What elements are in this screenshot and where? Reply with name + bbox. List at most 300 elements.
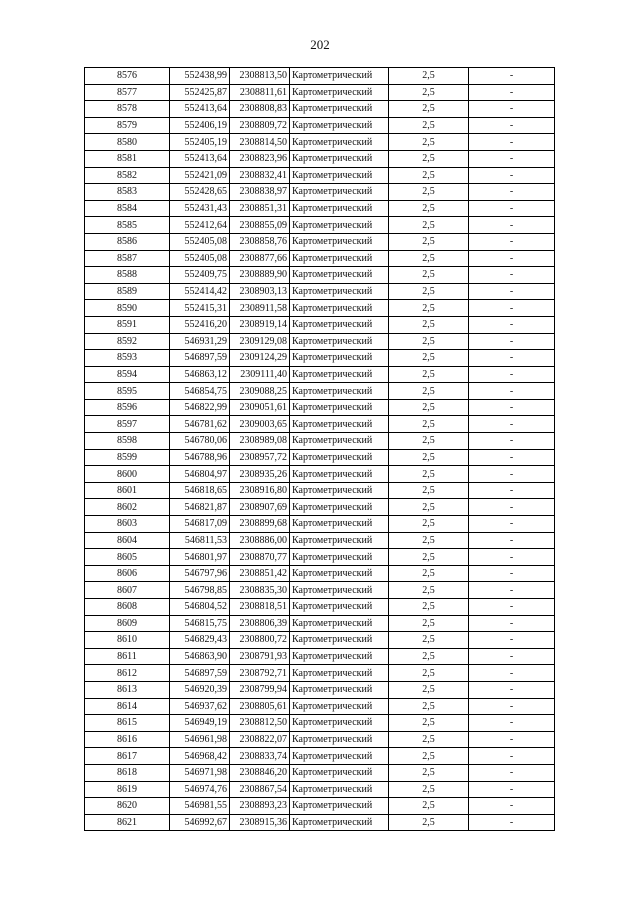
point-number-cell: 8601 (85, 482, 170, 499)
x-coordinate-cell: 546801,97 (170, 549, 230, 566)
x-coordinate-cell: 546974,76 (170, 781, 230, 798)
accuracy-cell: 2,5 (389, 250, 469, 267)
accuracy-cell: 2,5 (389, 516, 469, 533)
point-number-cell: 8594 (85, 366, 170, 383)
point-number-cell: 8615 (85, 715, 170, 732)
accuracy-cell: 2,5 (389, 698, 469, 715)
method-cell: Картометрический (290, 366, 389, 383)
table-row (85, 350, 555, 367)
table-row (85, 599, 555, 616)
y-coordinate-cell: 2308877,66 (230, 250, 290, 267)
description-cell: - (469, 781, 555, 798)
method-cell: Картометрический (290, 499, 389, 516)
table-row (85, 233, 555, 250)
accuracy-cell: 2,5 (389, 101, 469, 118)
x-coordinate-cell: 546829,43 (170, 632, 230, 649)
method-cell: Картометрический (290, 665, 389, 682)
point-number-cell: 8607 (85, 582, 170, 599)
x-coordinate-cell: 552415,31 (170, 300, 230, 317)
table-row (85, 316, 555, 333)
accuracy-cell: 2,5 (389, 482, 469, 499)
table-row (85, 748, 555, 765)
x-coordinate-cell: 546971,98 (170, 764, 230, 781)
y-coordinate-cell: 2308832,41 (230, 167, 290, 184)
description-cell: - (469, 449, 555, 466)
accuracy-cell: 2,5 (389, 748, 469, 765)
method-cell: Картометрический (290, 582, 389, 599)
table-row (85, 150, 555, 167)
description-cell: - (469, 549, 555, 566)
x-coordinate-cell: 552414,42 (170, 283, 230, 300)
x-coordinate-cell: 552416,20 (170, 316, 230, 333)
x-coordinate-cell: 546931,29 (170, 333, 230, 350)
description-cell: - (469, 399, 555, 416)
method-cell: Картометрический (290, 565, 389, 582)
x-coordinate-cell: 552425,87 (170, 84, 230, 101)
y-coordinate-cell: 2308818,51 (230, 599, 290, 616)
x-coordinate-cell: 546822,99 (170, 399, 230, 416)
x-coordinate-cell: 552438,99 (170, 68, 230, 85)
method-cell: Картометрический (290, 798, 389, 815)
accuracy-cell: 2,5 (389, 150, 469, 167)
description-cell: - (469, 383, 555, 400)
point-number-cell: 8587 (85, 250, 170, 267)
accuracy-cell: 2,5 (389, 316, 469, 333)
y-coordinate-cell: 2308886,00 (230, 532, 290, 549)
accuracy-cell: 2,5 (389, 333, 469, 350)
method-cell: Картометрический (290, 84, 389, 101)
table-row (85, 499, 555, 516)
x-coordinate-cell: 552405,08 (170, 233, 230, 250)
method-cell: Картометрический (290, 532, 389, 549)
description-cell: - (469, 350, 555, 367)
point-number-cell: 8611 (85, 648, 170, 665)
point-number-cell: 8581 (85, 150, 170, 167)
accuracy-cell: 2,5 (389, 84, 469, 101)
table-row (85, 217, 555, 234)
accuracy-cell: 2,5 (389, 715, 469, 732)
y-coordinate-cell: 2308989,08 (230, 433, 290, 450)
point-number-cell: 8606 (85, 565, 170, 582)
x-coordinate-cell: 552413,64 (170, 150, 230, 167)
table-row (85, 366, 555, 383)
description-cell: - (469, 516, 555, 533)
table-row (85, 532, 555, 549)
table-row (85, 117, 555, 134)
method-cell: Картометрический (290, 267, 389, 284)
coordinates-table-body (85, 68, 555, 831)
method-cell: Картометрический (290, 549, 389, 566)
description-cell: - (469, 150, 555, 167)
y-coordinate-cell: 2308851,31 (230, 200, 290, 217)
description-cell: - (469, 681, 555, 698)
description-cell: - (469, 632, 555, 649)
table-row (85, 698, 555, 715)
table-row (85, 333, 555, 350)
point-number-cell: 8585 (85, 217, 170, 234)
y-coordinate-cell: 2308870,77 (230, 549, 290, 566)
x-coordinate-cell: 552428,65 (170, 184, 230, 201)
table-row (85, 681, 555, 698)
accuracy-cell: 2,5 (389, 731, 469, 748)
description-cell: - (469, 532, 555, 549)
description-cell: - (469, 599, 555, 616)
method-cell: Картометрический (290, 200, 389, 217)
method-cell: Картометрический (290, 134, 389, 151)
y-coordinate-cell: 2308889,90 (230, 267, 290, 284)
description-cell: - (469, 648, 555, 665)
description-cell: - (469, 665, 555, 682)
method-cell: Картометрический (290, 715, 389, 732)
x-coordinate-cell: 546863,90 (170, 648, 230, 665)
method-cell: Картометрический (290, 383, 389, 400)
method-cell: Картометрический (290, 632, 389, 649)
point-number-cell: 8604 (85, 532, 170, 549)
x-coordinate-cell: 546937,62 (170, 698, 230, 715)
y-coordinate-cell: 2308835,30 (230, 582, 290, 599)
table-row (85, 632, 555, 649)
table-row (85, 399, 555, 416)
description-cell: - (469, 300, 555, 317)
method-cell: Картометрический (290, 217, 389, 234)
point-number-cell: 8592 (85, 333, 170, 350)
x-coordinate-cell: 546781,62 (170, 416, 230, 433)
accuracy-cell: 2,5 (389, 68, 469, 85)
y-coordinate-cell: 2308838,97 (230, 184, 290, 201)
method-cell: Картометрический (290, 101, 389, 118)
description-cell: - (469, 482, 555, 499)
y-coordinate-cell: 2308808,83 (230, 101, 290, 118)
point-number-cell: 8576 (85, 68, 170, 85)
description-cell: - (469, 134, 555, 151)
point-number-cell: 8593 (85, 350, 170, 367)
y-coordinate-cell: 2309124,29 (230, 350, 290, 367)
x-coordinate-cell: 546811,53 (170, 532, 230, 549)
point-number-cell: 8617 (85, 748, 170, 765)
description-cell: - (469, 200, 555, 217)
method-cell: Картометрический (290, 68, 389, 85)
description-cell: - (469, 68, 555, 85)
accuracy-cell: 2,5 (389, 648, 469, 665)
point-number-cell: 8590 (85, 300, 170, 317)
method-cell: Картометрический (290, 516, 389, 533)
table-row (85, 267, 555, 284)
accuracy-cell: 2,5 (389, 615, 469, 632)
accuracy-cell: 2,5 (389, 366, 469, 383)
method-cell: Картометрический (290, 433, 389, 450)
method-cell: Картометрический (290, 416, 389, 433)
description-cell: - (469, 416, 555, 433)
y-coordinate-cell: 2308792,71 (230, 665, 290, 682)
y-coordinate-cell: 2309003,65 (230, 416, 290, 433)
method-cell: Картометрический (290, 300, 389, 317)
description-cell: - (469, 316, 555, 333)
y-coordinate-cell: 2308916,80 (230, 482, 290, 499)
y-coordinate-cell: 2309129,08 (230, 333, 290, 350)
method-cell: Картометрический (290, 283, 389, 300)
point-number-cell: 8602 (85, 499, 170, 516)
description-cell: - (469, 698, 555, 715)
accuracy-cell: 2,5 (389, 200, 469, 217)
description-cell: - (469, 798, 555, 815)
y-coordinate-cell: 2308805,61 (230, 698, 290, 715)
accuracy-cell: 2,5 (389, 117, 469, 134)
accuracy-cell: 2,5 (389, 350, 469, 367)
y-coordinate-cell: 2309111,40 (230, 366, 290, 383)
accuracy-cell: 2,5 (389, 433, 469, 450)
x-coordinate-cell: 546992,67 (170, 814, 230, 831)
y-coordinate-cell: 2308814,50 (230, 134, 290, 151)
x-coordinate-cell: 552421,09 (170, 167, 230, 184)
method-cell: Картометрический (290, 748, 389, 765)
x-coordinate-cell: 552406,19 (170, 117, 230, 134)
x-coordinate-cell: 546863,12 (170, 366, 230, 383)
point-number-cell: 8616 (85, 731, 170, 748)
description-cell: - (469, 565, 555, 582)
point-number-cell: 8584 (85, 200, 170, 217)
x-coordinate-cell: 546854,75 (170, 383, 230, 400)
method-cell: Картометрический (290, 466, 389, 483)
y-coordinate-cell: 2308791,93 (230, 648, 290, 665)
accuracy-cell: 2,5 (389, 798, 469, 815)
point-number-cell: 8591 (85, 316, 170, 333)
table-row (85, 665, 555, 682)
table-row (85, 433, 555, 450)
description-cell: - (469, 167, 555, 184)
point-number-cell: 8600 (85, 466, 170, 483)
table-row (85, 449, 555, 466)
point-number-cell: 8618 (85, 764, 170, 781)
description-cell: - (469, 814, 555, 831)
table-row (85, 615, 555, 632)
method-cell: Картометрический (290, 250, 389, 267)
y-coordinate-cell: 2308907,69 (230, 499, 290, 516)
y-coordinate-cell: 2308800,72 (230, 632, 290, 649)
x-coordinate-cell: 546949,19 (170, 715, 230, 732)
description-cell: - (469, 764, 555, 781)
accuracy-cell: 2,5 (389, 233, 469, 250)
description-cell: - (469, 84, 555, 101)
point-number-cell: 8586 (85, 233, 170, 250)
y-coordinate-cell: 2308858,76 (230, 233, 290, 250)
y-coordinate-cell: 2308806,39 (230, 615, 290, 632)
description-cell: - (469, 117, 555, 134)
y-coordinate-cell: 2308903,13 (230, 283, 290, 300)
description-cell: - (469, 267, 555, 284)
x-coordinate-cell: 546968,42 (170, 748, 230, 765)
accuracy-cell: 2,5 (389, 665, 469, 682)
y-coordinate-cell: 2308851,42 (230, 565, 290, 582)
x-coordinate-cell: 546897,59 (170, 350, 230, 367)
x-coordinate-cell: 546797,96 (170, 565, 230, 582)
y-coordinate-cell: 2309051,61 (230, 399, 290, 416)
coordinates-table (84, 67, 555, 831)
point-number-cell: 8614 (85, 698, 170, 715)
description-cell: - (469, 748, 555, 765)
method-cell: Картометрический (290, 150, 389, 167)
table-row (85, 582, 555, 599)
accuracy-cell: 2,5 (389, 499, 469, 516)
description-cell: - (469, 433, 555, 450)
y-coordinate-cell: 2308811,61 (230, 84, 290, 101)
accuracy-cell: 2,5 (389, 267, 469, 284)
y-coordinate-cell: 2308822,07 (230, 731, 290, 748)
point-number-cell: 8598 (85, 433, 170, 450)
accuracy-cell: 2,5 (389, 383, 469, 400)
accuracy-cell: 2,5 (389, 599, 469, 616)
description-cell: - (469, 250, 555, 267)
x-coordinate-cell: 546815,75 (170, 615, 230, 632)
table-row (85, 565, 555, 582)
point-number-cell: 8612 (85, 665, 170, 682)
point-number-cell: 8621 (85, 814, 170, 831)
y-coordinate-cell: 2308799,94 (230, 681, 290, 698)
table-row (85, 68, 555, 85)
y-coordinate-cell: 2308957,72 (230, 449, 290, 466)
accuracy-cell: 2,5 (389, 764, 469, 781)
table-row (85, 416, 555, 433)
y-coordinate-cell: 2308813,50 (230, 68, 290, 85)
accuracy-cell: 2,5 (389, 416, 469, 433)
x-coordinate-cell: 546821,87 (170, 499, 230, 516)
point-number-cell: 8596 (85, 399, 170, 416)
table-row (85, 466, 555, 483)
accuracy-cell: 2,5 (389, 167, 469, 184)
x-coordinate-cell: 552405,19 (170, 134, 230, 151)
y-coordinate-cell: 2308915,36 (230, 814, 290, 831)
table-row (85, 383, 555, 400)
method-cell: Картометрический (290, 167, 389, 184)
accuracy-cell: 2,5 (389, 532, 469, 549)
method-cell: Картометрический (290, 781, 389, 798)
accuracy-cell: 2,5 (389, 184, 469, 201)
y-coordinate-cell: 2309088,25 (230, 383, 290, 400)
accuracy-cell: 2,5 (389, 814, 469, 831)
point-number-cell: 8583 (85, 184, 170, 201)
point-number-cell: 8582 (85, 167, 170, 184)
page-number: 202 (310, 37, 330, 52)
method-cell: Картометрический (290, 814, 389, 831)
description-cell: - (469, 466, 555, 483)
table-row (85, 814, 555, 831)
y-coordinate-cell: 2308919,14 (230, 316, 290, 333)
table-row (85, 283, 555, 300)
table-row (85, 84, 555, 101)
accuracy-cell: 2,5 (389, 300, 469, 317)
table-row (85, 764, 555, 781)
point-number-cell: 8578 (85, 101, 170, 118)
y-coordinate-cell: 2308935,26 (230, 466, 290, 483)
method-cell: Картометрический (290, 399, 389, 416)
accuracy-cell: 2,5 (389, 549, 469, 566)
point-number-cell: 8613 (85, 681, 170, 698)
y-coordinate-cell: 2308855,09 (230, 217, 290, 234)
x-coordinate-cell: 546897,59 (170, 665, 230, 682)
description-cell: - (469, 283, 555, 300)
y-coordinate-cell: 2308911,58 (230, 300, 290, 317)
method-cell: Картометрический (290, 333, 389, 350)
table-row (85, 648, 555, 665)
table-row (85, 482, 555, 499)
description-cell: - (469, 731, 555, 748)
description-cell: - (469, 233, 555, 250)
point-number-cell: 8608 (85, 599, 170, 616)
method-cell: Картометрический (290, 599, 389, 616)
x-coordinate-cell: 546788,96 (170, 449, 230, 466)
description-cell: - (469, 101, 555, 118)
y-coordinate-cell: 2308812,50 (230, 715, 290, 732)
accuracy-cell: 2,5 (389, 134, 469, 151)
table-row (85, 715, 555, 732)
description-cell: - (469, 582, 555, 599)
table-row (85, 134, 555, 151)
method-cell: Картометрический (290, 681, 389, 698)
y-coordinate-cell: 2308893,23 (230, 798, 290, 815)
description-cell: - (469, 499, 555, 516)
y-coordinate-cell: 2308823,96 (230, 150, 290, 167)
description-cell: - (469, 715, 555, 732)
point-number-cell: 8610 (85, 632, 170, 649)
table-row (85, 516, 555, 533)
table-row (85, 250, 555, 267)
x-coordinate-cell: 546920,39 (170, 681, 230, 698)
point-number-cell: 8609 (85, 615, 170, 632)
table-row (85, 731, 555, 748)
point-number-cell: 8577 (85, 84, 170, 101)
method-cell: Картометрический (290, 615, 389, 632)
x-coordinate-cell: 546780,06 (170, 433, 230, 450)
method-cell: Картометрический (290, 449, 389, 466)
point-number-cell: 8580 (85, 134, 170, 151)
description-cell: - (469, 333, 555, 350)
y-coordinate-cell: 2308846,20 (230, 764, 290, 781)
x-coordinate-cell: 552413,64 (170, 101, 230, 118)
method-cell: Картометрический (290, 698, 389, 715)
method-cell: Картометрический (290, 731, 389, 748)
table-row (85, 167, 555, 184)
table-row (85, 200, 555, 217)
accuracy-cell: 2,5 (389, 283, 469, 300)
y-coordinate-cell: 2308809,72 (230, 117, 290, 134)
accuracy-cell: 2,5 (389, 582, 469, 599)
method-cell: Картометрический (290, 117, 389, 134)
table-row (85, 549, 555, 566)
method-cell: Картометрический (290, 764, 389, 781)
accuracy-cell: 2,5 (389, 681, 469, 698)
y-coordinate-cell: 2308867,54 (230, 781, 290, 798)
x-coordinate-cell: 546798,85 (170, 582, 230, 599)
description-cell: - (469, 615, 555, 632)
x-coordinate-cell: 546818,65 (170, 482, 230, 499)
x-coordinate-cell: 546961,98 (170, 731, 230, 748)
point-number-cell: 8599 (85, 449, 170, 466)
description-cell: - (469, 184, 555, 201)
description-cell: - (469, 217, 555, 234)
point-number-cell: 8579 (85, 117, 170, 134)
accuracy-cell: 2,5 (389, 449, 469, 466)
method-cell: Картометрический (290, 184, 389, 201)
point-number-cell: 8588 (85, 267, 170, 284)
method-cell: Картометрический (290, 350, 389, 367)
x-coordinate-cell: 552431,43 (170, 200, 230, 217)
point-number-cell: 8595 (85, 383, 170, 400)
table-row (85, 101, 555, 118)
table-row (85, 300, 555, 317)
table-row (85, 184, 555, 201)
x-coordinate-cell: 546817,09 (170, 516, 230, 533)
x-coordinate-cell: 546804,97 (170, 466, 230, 483)
method-cell: Картометрический (290, 316, 389, 333)
